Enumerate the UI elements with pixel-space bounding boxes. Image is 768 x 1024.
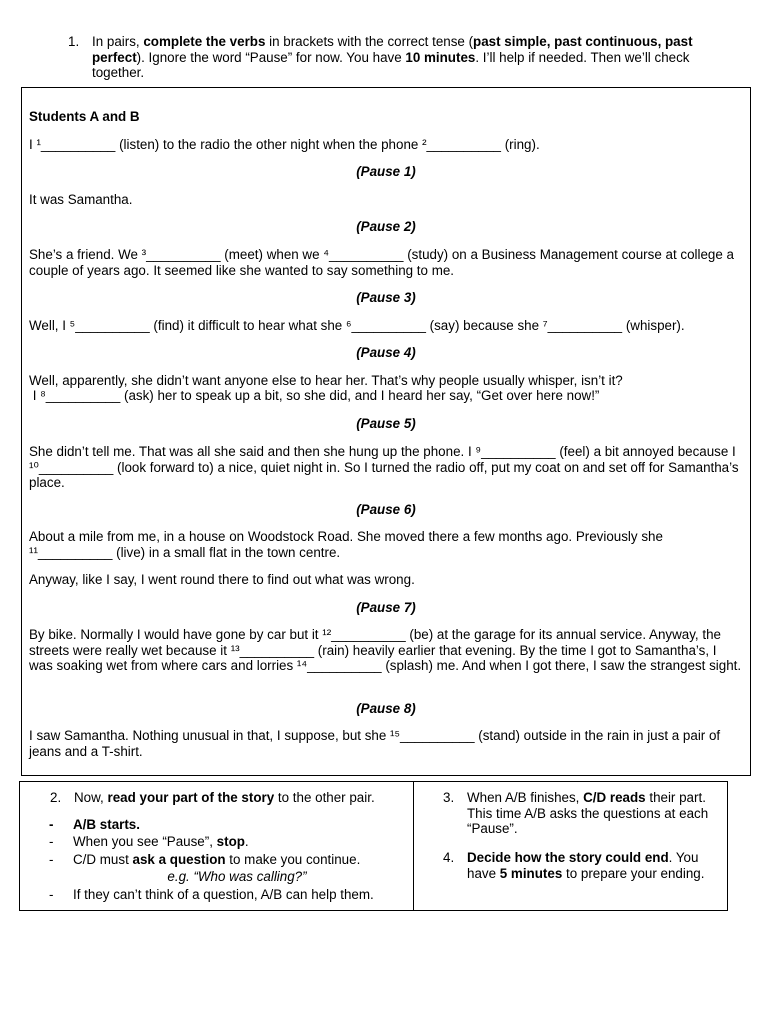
help-item: - If they can’t think of a question, A/B can help them. — [49, 887, 374, 902]
pause-marker: (Pause 4) — [356, 345, 416, 360]
story-paragraph: She didn’t tell me. That was all she said and then she hung up the phone. I ⁹__________ (feel) a bit annoyed because I ¹⁰__________ (look forward to) a nice, quiet night in. So I turned the radio off, put my coat on and set off for Samantha’s place. — [29, 444, 739, 490]
pause-marker: (Pause 7) — [356, 600, 416, 615]
story-paragraph: She’s a friend. We ³__________ (meet) when we ⁴__________ (study) on a Business Management course at college a couple of years ago. It seemed like she wanted to say something to me. — [29, 247, 734, 278]
story-paragraph: Well, I ⁵__________ (find) it difficult to hear what she ⁶__________ (say) because she ⁷__________ (whisper). — [29, 318, 685, 333]
pause-marker: (Pause 2) — [356, 219, 416, 234]
story-paragraph: I ¹__________ (listen) to the radio the other night when the phone ²__________ (ring). — [29, 137, 540, 152]
step-2: 2. Now, read your part of the story to the other pair. — [50, 790, 375, 805]
pause-marker: (Pause 6) — [356, 502, 416, 517]
example-question: e.g. “Who was calling?” — [167, 869, 307, 884]
pause-marker: (Pause 5) — [356, 416, 416, 431]
story-paragraph: About a mile from me, in a house on Woodstock Road. She moved there a few months ago. Previously she ¹¹__________ (live) in a small flat in the town centre. — [29, 529, 663, 560]
story-paragraph: Well, apparently, she didn’t want anyone else to hear her. That’s why people usually whisper, isn’t it? — [29, 373, 623, 388]
ab-starts-item: - A/B starts. — [49, 817, 140, 832]
pause-marker: (Pause 1) — [356, 164, 416, 179]
pause-marker: (Pause 3) — [356, 290, 416, 305]
ask-question-item: - C/D must ask a question to make you continue. — [49, 852, 361, 867]
task-panel — [19, 781, 728, 911]
pause-marker: (Pause 8) — [356, 701, 416, 716]
story-heading: Students A and B — [29, 109, 140, 124]
left-task-column — [20, 782, 414, 910]
story-paragraph: I saw Samantha. Nothing unusual in that, I suppose, but she ¹⁵__________ (stand) outside in the rain in just a pair of jeans and a T-shirt. — [29, 728, 721, 759]
instruction-1-number: 1. — [68, 34, 80, 49]
step-4: 4. Decide how the story could end. You have 5 minutes to prepare your ending. — [443, 850, 705, 881]
stop-item: - When you see “Pause”, stop. — [49, 834, 249, 849]
story-paragraph: It was Samantha. — [29, 192, 133, 207]
step-3: 3. When A/B finishes, C/D reads their part. This time A/B asks the questions at each “Pause”. — [443, 790, 709, 836]
story-paragraph: Anyway, like I say, I went round there to find out what was wrong. — [29, 572, 415, 587]
story-paragraph: By bike. Normally I would have gone by car but it ¹²__________ (be) at the garage for its annual service. Anyway, the streets were really wet because it ¹³__________ (rain) heavily earlier that evening. By the time I got to Samantha’s, I was soaking wet from where cars and lorries ¹⁴__________ (splash) me. And when I got there, I saw the strangest sight. — [29, 627, 742, 673]
story-box — [21, 87, 751, 776]
right-task-column — [414, 782, 727, 910]
instruction-1-text: In pairs, complete the verbs in brackets with the correct tense (past simple, past continuous, past perfect). Ignore the word “Pause” for now. You have 10 minutes. I’ll help if needed. Then we’ll check together. — [92, 34, 693, 80]
story-paragraph: I ⁸__________ (ask) her to speak up a bit, so she did, and I heard her say, “Get over here now!” — [29, 388, 600, 403]
instruction-1 — [68, 34, 733, 81]
